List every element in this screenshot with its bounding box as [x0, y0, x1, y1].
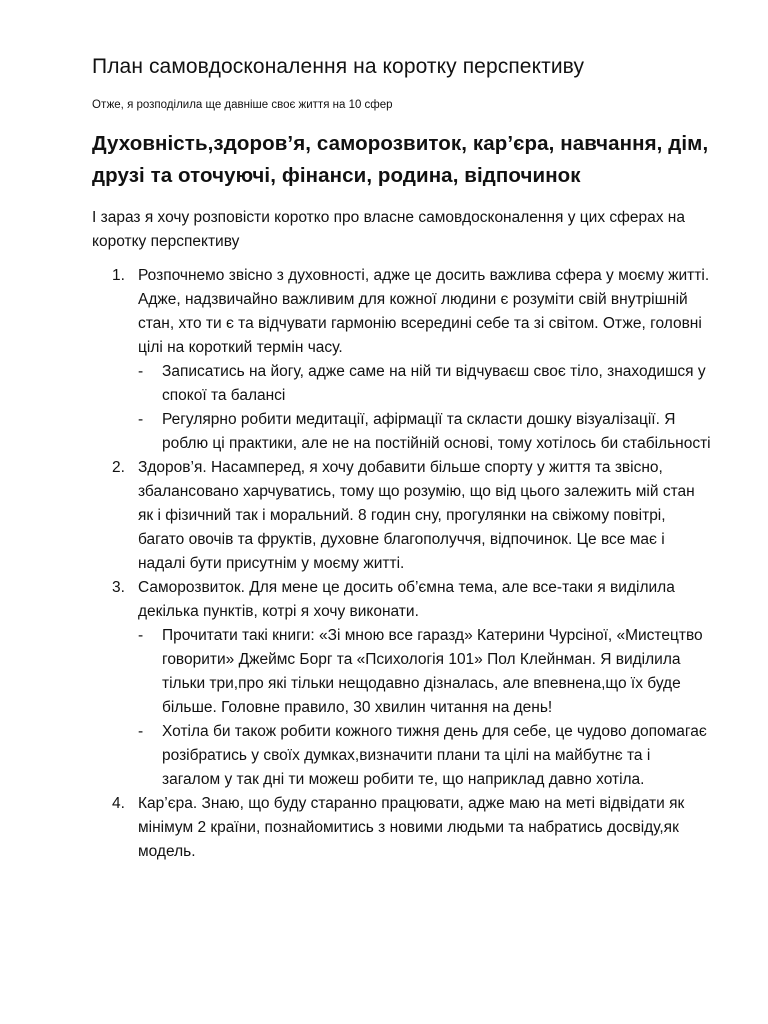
document-title: План самовдосконалення на коротку перспективу — [92, 55, 585, 78]
sub-list-item-text: Записатись на йогу, адже саме на ній ти відчуваєш своє тіло, знаходишся у спокої та балансі — [162, 363, 706, 404]
list-number: 1. — [112, 267, 125, 284]
list-item-self-development — [92, 576, 712, 792]
list-number: 4. — [112, 795, 125, 812]
list-item-text: Саморозвиток. Для мене це досить об’ємна тема, але все-таки я виділила декілька пунктів, котрі я хочу виконати. — [138, 579, 675, 620]
dash-bullet: - — [138, 627, 144, 644]
dash-bullet: - — [138, 363, 144, 380]
sub-list-item-text: Прочитати такі книги: «Зі мною все гаразд» Катерини Чурсіної, «Мистецтво говорити» Джеймс Борг та «Психологія 101» Пол Клейнман. Я виділила тільки три,про які тільки нещодавно дізналась, але впевнена,що їх буде більше. Головне правило, 30 хвилин читання на день! — [162, 627, 703, 716]
sub-list — [138, 360, 712, 456]
list-item-text: Розпочнемо звісно з духовності, адже це досить важлива сфера у моєму житті. Адже, надзвичайно важливим для кожної людини є розуміти свій внутрішній стан, хто ти є та відчувати гармонію всередині себе та зі світом. Отже, головні цілі на короткий термін часу. — [138, 267, 710, 356]
sub-list-item — [138, 408, 712, 456]
sub-list-item — [138, 624, 712, 720]
list-item-spirituality — [92, 264, 712, 456]
list-item-career — [92, 792, 712, 864]
spheres-heading: Духовність,здоров’я, саморозвиток, кар’єра, навчання, дім, друзі та оточуючі, фінанси, родина, відпочинок — [92, 132, 709, 187]
dash-bullet: - — [138, 411, 144, 428]
sub-list-item-text: Регулярно робити медитації, афірмації та скласти дошку візуалізації. Я роблю ці практики, але не на постійній основі, тому хотілось би стабільності — [162, 411, 711, 452]
list-number: 3. — [112, 579, 125, 596]
plan-list — [92, 264, 716, 864]
document-subtitle: Отже, я розподілила ще давніше своє життя на 10 сфер — [92, 99, 393, 111]
dash-bullet: - — [138, 723, 144, 740]
intro-paragraph: І зараз я хочу розповісти коротко про власне самовдосконалення у цих сферах на коротку перспективу — [92, 209, 685, 250]
sub-list-item — [138, 720, 712, 792]
sub-list — [138, 624, 712, 792]
list-item-health — [92, 456, 712, 576]
sub-list-item — [138, 360, 712, 408]
list-number: 2. — [112, 459, 125, 476]
list-item-text: Кар’єра. Знаю, що буду старанно працювати, адже маю на меті відвідати як мінімум 2 країни, познайомитись з новими людьми та набратись досвіду,як модель. — [138, 795, 685, 860]
sub-list-item-text: Хотіла би також робити кожного тижня день для себе, це чудово допомагає розібратись у своїх думках,визначити плани та цілі на майбутнє та і загалом у так дні ти можеш робити те, що наприклад давно хотіла. — [162, 723, 707, 788]
list-item-text: Здоров’я. Насамперед, я хочу добавити більше спорту у життя та звісно, збалансовано харчуватись, тому що розумію, що від цього залежить мій стан як і фізичний так і моральний. 8 годин сну, прогулянки на свіжому повітрі, багато овочів та фруктів, духовне благополуччя, відпочинок. Це все має і надалі бути присутнім у моєму житті. — [138, 459, 695, 572]
